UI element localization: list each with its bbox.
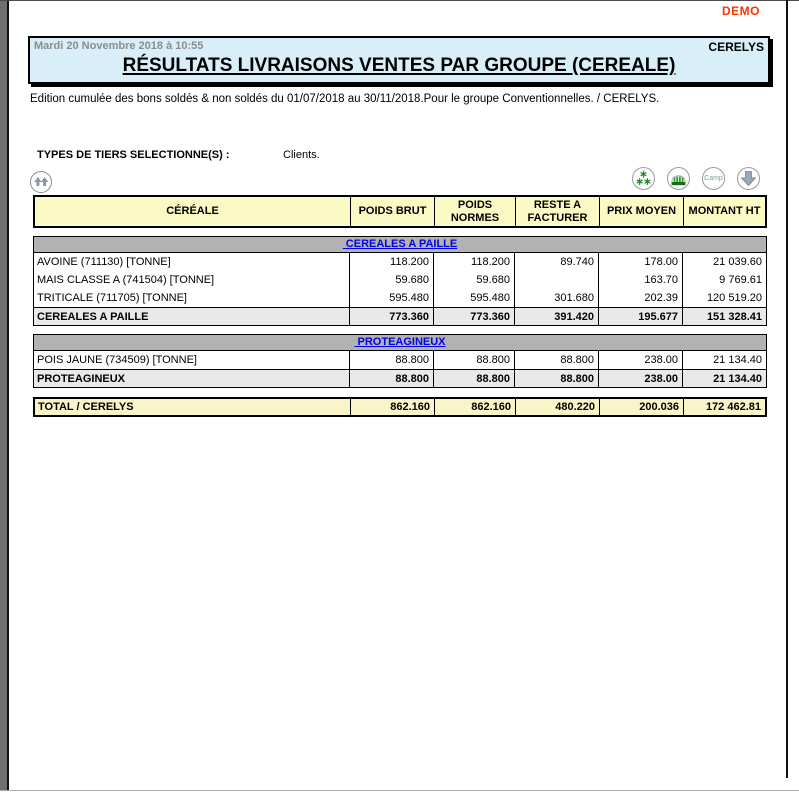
- cell-poids-normes: 59.680: [433, 271, 514, 289]
- subtotal-prix-moyen: 195.677: [598, 308, 682, 325]
- column-header-cereale: CÉRÉALE: [166, 205, 219, 217]
- total-label: TOTAL / CERELYS: [38, 401, 134, 413]
- cell-prix-moyen: 238.00: [598, 351, 682, 369]
- subtotal-montant-ht: 21 134.40: [682, 370, 766, 387]
- tiers-selection-label: TYPES DE TIERS SELECTIONNE(S) :: [37, 149, 230, 161]
- table-row-avoine: [34, 253, 766, 271]
- results-table: [33, 195, 767, 417]
- cell-prix-moyen: 163.70: [598, 271, 682, 289]
- down-arrow-glyph: [738, 168, 759, 189]
- cell-reste-a-facturer: 301.680: [514, 289, 598, 307]
- table-row-mais: [34, 271, 766, 289]
- silo-chart-icon[interactable]: [667, 167, 690, 190]
- edition-summary-line: Edition cumulée des bons soldés & non soldés du 01/07/2018 au 30/11/2018.Pour le groupe Conventionnelles. / CERELYS.: [30, 93, 660, 105]
- page-left-shadow: [0, 0, 7, 791]
- subtotal-poids-brut: 773.360: [349, 308, 433, 325]
- page-bottom-border: [0, 790, 799, 791]
- subtotal-prix-moyen: 238.00: [598, 370, 682, 387]
- silo-glyph: [668, 168, 689, 189]
- table-row-triticale: [34, 289, 766, 307]
- total-prix-moyen: 200.036: [599, 399, 683, 415]
- total-reste-a-facturer: 480.220: [515, 399, 599, 415]
- cell-cereale: TRITICALE (711705) [TONNE]: [37, 292, 187, 304]
- total-poids-brut: 862.160: [350, 399, 434, 415]
- demo-watermark: DEMO: [722, 4, 760, 18]
- cell-montant-ht: 120 519.20: [682, 289, 766, 307]
- cell-prix-moyen: 202.39: [598, 289, 682, 307]
- subtotal-poids-normes: 88.800: [433, 370, 514, 387]
- column-header-reste-a-facturer: RESTE A FACTURER: [515, 197, 599, 226]
- total-row: [33, 397, 767, 417]
- asterisks-glyph: [633, 168, 654, 189]
- column-header-poids-brut: POIDS BRUT: [350, 197, 434, 226]
- page-right-border: [786, 0, 788, 778]
- subtotal-reste-a-facturer: 391.420: [514, 308, 598, 325]
- column-header-prix-moyen: PRIX MOYEN: [599, 197, 683, 226]
- subtotal-label: PROTEAGINEUX: [37, 372, 126, 385]
- cell-montant-ht: 9 769.61: [682, 271, 766, 289]
- up-arrows-glyph: [31, 172, 51, 192]
- report-title: RÉSULTATS LIVRAISONS VENTES PAR GROUPE (CEREALE): [122, 55, 676, 76]
- cell-cereale: AVOINE (711130) [TONNE]: [37, 256, 171, 268]
- cell-poids-brut: 88.800: [349, 351, 433, 369]
- table-header-row: [33, 195, 767, 228]
- cell-reste-a-facturer: 89.740: [514, 253, 598, 271]
- total-poids-normes: 862.160: [434, 399, 515, 415]
- down-arrow-icon[interactable]: [737, 167, 760, 190]
- camp-icon-label: Camp: [704, 175, 723, 182]
- section-band: [34, 237, 766, 253]
- green-asterisks-icon[interactable]: [632, 167, 655, 190]
- double-up-arrows-icon[interactable]: [30, 171, 52, 193]
- section-link-proteagineux[interactable]: PROTEAGINEUX: [354, 336, 446, 348]
- tiers-selection-value: Clients.: [283, 149, 320, 161]
- report-title-box: [28, 36, 770, 84]
- cell-montant-ht: 21 134.40: [682, 351, 766, 369]
- subtotal-row-proteagineux: [34, 369, 766, 387]
- report-date: Mardi 20 Novembre 2018 à 10:55: [34, 40, 204, 52]
- cell-cereale: MAIS CLASSE A (741504) [TONNE]: [37, 274, 215, 286]
- group-proteagineux: [33, 334, 767, 388]
- cell-montant-ht: 21 039.60: [682, 253, 766, 271]
- column-header-poids-normes: POIDS NORMES: [434, 197, 515, 226]
- cell-poids-brut: 595.480: [349, 289, 433, 307]
- section-band: [34, 335, 766, 351]
- cell-reste-a-facturer: 88.800: [514, 351, 598, 369]
- camp-icon[interactable]: [702, 167, 725, 190]
- table-row-pois-jaune: [34, 351, 766, 369]
- cell-cereale: POIS JAUNE (734509) [TONNE]: [37, 354, 197, 366]
- cell-reste-a-facturer: [514, 271, 598, 289]
- subtotal-poids-brut: 88.800: [349, 370, 433, 387]
- subtotal-row-cereales-a-paille: [34, 307, 766, 325]
- subtotal-reste-a-facturer: 88.800: [514, 370, 598, 387]
- subtotal-label: CEREALES A PAILLE: [37, 310, 149, 323]
- cell-prix-moyen: 178.00: [598, 253, 682, 271]
- subtotal-montant-ht: 151 328.41: [682, 308, 766, 325]
- cell-poids-brut: 118.200: [349, 253, 433, 271]
- page-top-border: [0, 0, 799, 1]
- total-montant-ht: 172 462.81: [683, 399, 765, 415]
- page-left-border: [7, 0, 9, 791]
- column-header-montant-ht: MONTANT HT: [683, 197, 765, 226]
- cell-poids-normes: 88.800: [433, 351, 514, 369]
- cell-poids-normes: 595.480: [433, 289, 514, 307]
- cell-poids-normes: 118.200: [433, 253, 514, 271]
- company-name: CERELYS: [708, 40, 764, 54]
- cell-poids-brut: 59.680: [349, 271, 433, 289]
- subtotal-poids-normes: 773.360: [433, 308, 514, 325]
- section-link-cereales-a-paille[interactable]: CEREALES A PAILLE: [342, 238, 458, 250]
- group-cereales-a-paille: [33, 236, 767, 326]
